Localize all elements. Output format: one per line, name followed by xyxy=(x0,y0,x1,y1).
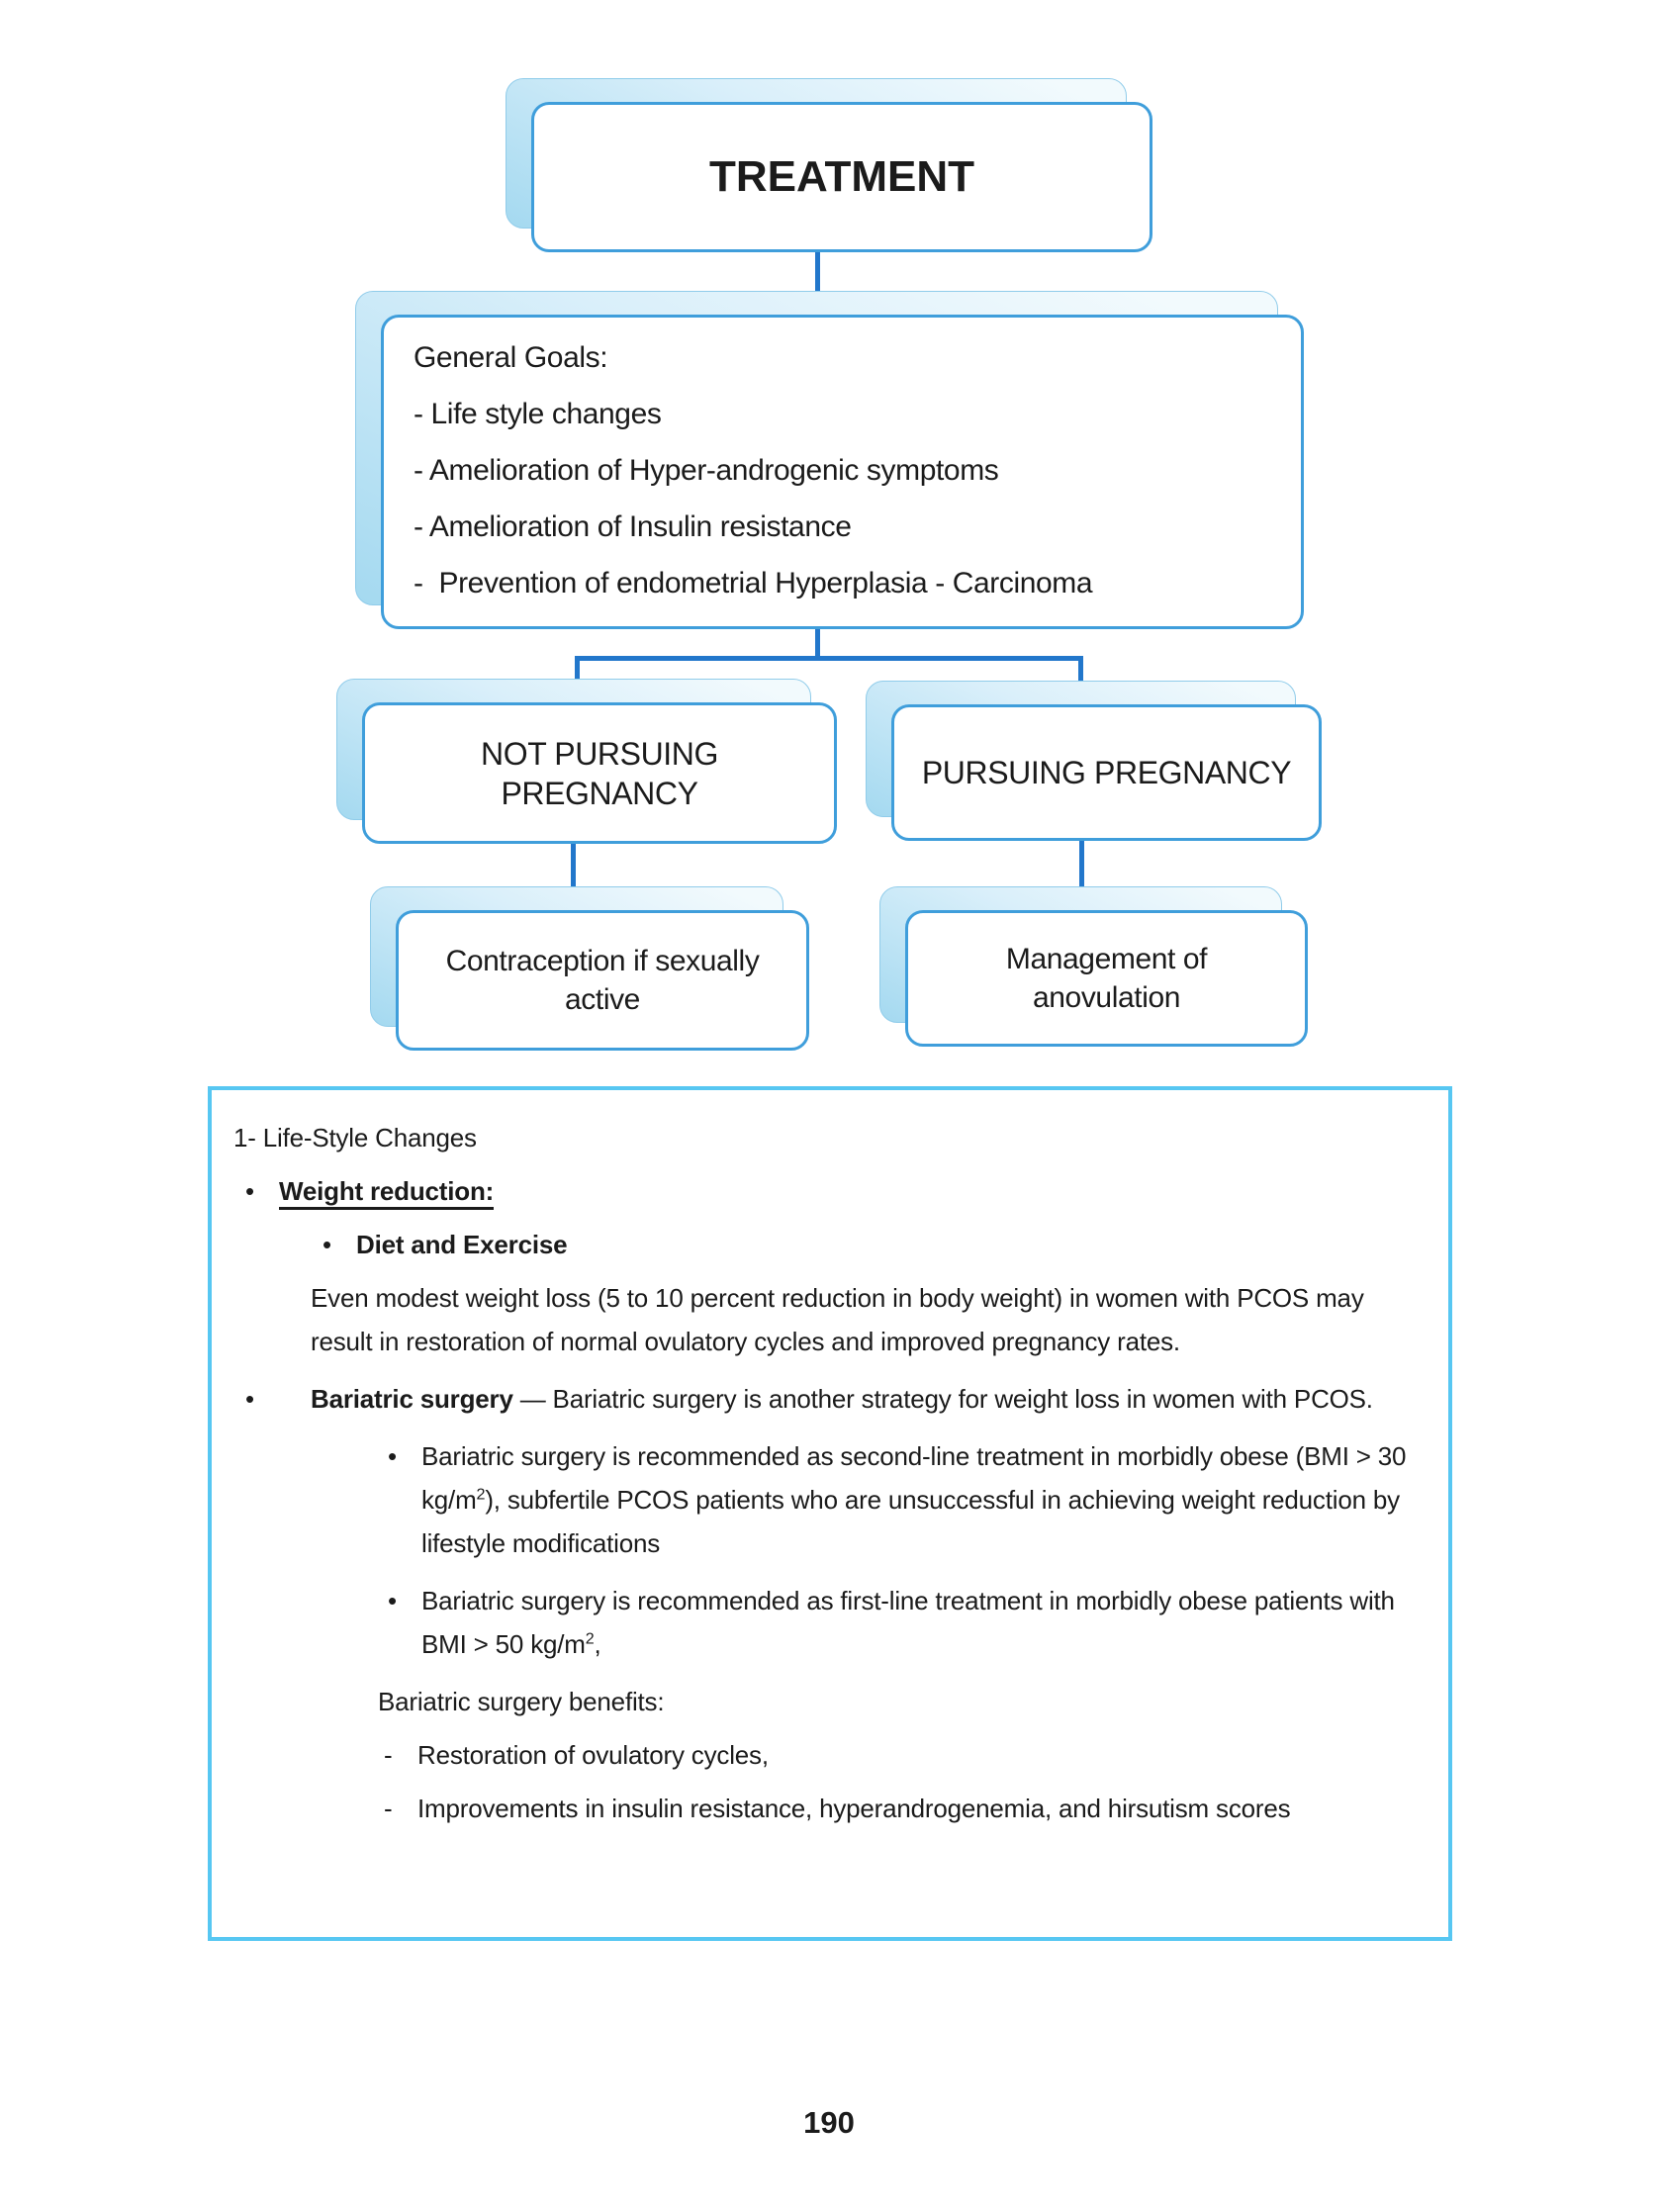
superscript: 2 xyxy=(585,1629,595,1648)
infobox-heading: 1- Life-Style Changes xyxy=(233,1123,477,1152)
dash-marker: - xyxy=(384,1740,393,1770)
goal-item: - Prevention of endometrial Hyperplasia - Carcinoma xyxy=(414,567,1093,599)
sub-bullet-2-post: , xyxy=(594,1629,601,1659)
sub-bullet-2-text xyxy=(421,1579,1409,1666)
not-pursuing-box xyxy=(362,702,837,844)
connector-branch-horizontal xyxy=(575,656,1083,661)
bullet-marker: • xyxy=(388,1586,397,1615)
weight-loss-paragraph: Even modest weight loss (5 to 10 percent reduction in body weight) in women with PCOS may result in restoration of normal ovulatory cycles and improved pregnancy rates. xyxy=(311,1283,1364,1356)
bariatric-sub-bullet-1 xyxy=(388,1434,1409,1565)
goal-item: - Amelioration of Hyper-androgenic symptoms xyxy=(414,454,999,487)
treatment-label: TREATMENT xyxy=(708,152,975,201)
weight-reduction-item xyxy=(245,1169,1409,1213)
sub-bullet-1-post: ), subfertile PCOS patients who are unsuccessful in achieving weight reduction by lifestyle modifications xyxy=(421,1485,1400,1558)
bariatric-surgery-rest: — Bariatric surgery is another strategy for weight loss in women with PCOS. xyxy=(512,1384,1373,1414)
sub-bullet-2-pre: Bariatric surgery is recommended as first-line treatment in morbidly obese patients with BMI > 50 kg/m xyxy=(421,1586,1395,1659)
connector-right-branch xyxy=(1078,656,1083,682)
page-number: 190 xyxy=(803,2105,855,2140)
connector-root-goals xyxy=(815,252,820,292)
benefit-item xyxy=(384,1733,1409,1777)
superscript: 2 xyxy=(476,1485,486,1504)
sub-bullet-1-pre: Bariatric surgery is recommended as second-line treatment in morbidly obese (BMI > 30 kg/m xyxy=(421,1441,1407,1515)
dash-marker: - xyxy=(384,1794,393,1823)
flowchart-node-pursuing xyxy=(891,704,1322,841)
bariatric-sub-bullet-2 xyxy=(388,1579,1409,1666)
sub-bullet-1-text xyxy=(421,1434,1409,1565)
benefit-item xyxy=(384,1787,1409,1830)
general-goals-title: General Goals: xyxy=(414,341,608,374)
benefits-title: Bariatric surgery benefits: xyxy=(378,1687,665,1716)
contraception-box xyxy=(396,910,809,1051)
bariatric-surgery-item xyxy=(245,1377,1409,1421)
bullet-marker: • xyxy=(388,1441,397,1471)
goal-item: - Life style changes xyxy=(414,398,662,430)
not-pursuing-label: NOT PURSUING PREGNANCY xyxy=(481,735,718,811)
connector-right-child xyxy=(1079,841,1084,887)
flowchart-node-management xyxy=(905,910,1308,1047)
benefit-text: Improvements in insulin resistance, hyperandrogenemia, and hirsutism scores xyxy=(417,1794,1291,1823)
connector-left-child xyxy=(571,844,576,887)
pursuing-label: PURSUING PREGNANCY xyxy=(921,755,1292,790)
general-goals-box xyxy=(381,315,1304,629)
flowchart-node-not-pursuing xyxy=(362,702,837,844)
management-label: Management of anovulation xyxy=(1005,943,1208,1014)
benefit-text: Restoration of ovulatory cycles, xyxy=(417,1740,769,1770)
weight-reduction-label: Weight reduction: xyxy=(279,1176,494,1210)
diet-exercise-label: Diet and Exercise xyxy=(356,1230,568,1259)
bariatric-surgery-lead: Bariatric surgery xyxy=(311,1384,513,1414)
flowchart-node-general-goals xyxy=(381,315,1304,629)
pursuing-box xyxy=(891,704,1322,841)
contraception-label: Contraception if sexually active xyxy=(445,945,760,1016)
bullet-marker: • xyxy=(322,1230,331,1259)
lifestyle-changes-infobox xyxy=(208,1086,1452,1941)
management-box xyxy=(905,910,1308,1047)
treatment-box xyxy=(531,102,1152,252)
bariatric-surgery-text xyxy=(311,1377,1409,1421)
goal-item: - Amelioration of Insulin resistance xyxy=(414,510,852,543)
bullet-marker: • xyxy=(245,1384,254,1414)
bullet-marker: • xyxy=(245,1176,254,1206)
diet-exercise-item xyxy=(322,1223,1409,1266)
flowchart-node-treatment xyxy=(531,102,1152,252)
flowchart-node-contraception xyxy=(396,910,809,1051)
